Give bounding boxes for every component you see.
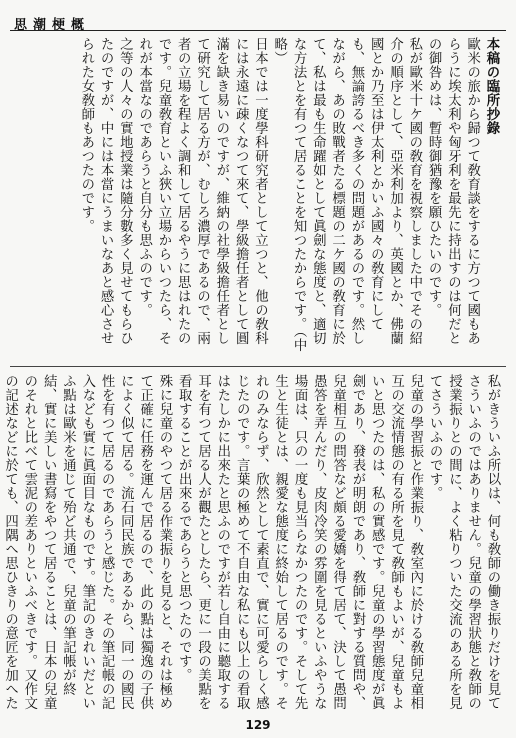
header-rule: [10, 30, 506, 31]
bottom-text-block: [2, 374, 502, 710]
page-number: 129: [245, 718, 271, 732]
section-title: 本稿の臨所抄錄: [484, 37, 500, 135]
top-text-block: [7, 37, 502, 355]
section-divider: [10, 366, 506, 367]
running-header: 思潮梗概: [14, 18, 91, 33]
bottom-body-text: 私がきういふ所以は、何も敎師の働き振りだけを見てさういふのではありません。兒童の學習狀態と敎師の授業振りとの間に、よく粘りついた交流のある所を見てさういふのです。 兒童の學習振と作業振り、敎室內に於ける敎師兒童相互の交流情態の有る所を見て敎師もよいが、兒童もよいと思つたのは、私の實感です。兒童の學習態度が眞劍であり、發表が明朗であり、敎師に對する質問や、兒童相互の問答など頗る愛嬌を得て居て、決して愚問愚答を弄んだり、皮肉冷笑の雰圍を見るといふやうな場面は、只の一度も見当らなかつたのです。そして先生と生徒とは、親愛な態度に終始して居るのです。それのみならず、欣然として素直で、實に可愛らしく感じたのです。言葉の極めて不自由な私にも以上の看取はたしかに出來たと思ふのですが若し自由に聽取する耳を有つて居る人が觀たとしたら、更に一段の美點を看取することが出來るであらうと思つたのです。 殊に兒童のやつて居る作業振りを見ると、それは極めて正確に任務を運んで居るので、此の點は獨逸の子供によく似て居る。流石同民族であるから、同一の國民性を有つて居るのであらうと感じた。その筆記帳の記入なども實に眞面目なものです。筆記のきれいだといふ點は歐米を通じて殆ど共通で、兒童の筆記帳が終結、實に美しい書寫をやつて居ることは、日本の兒童のそれと比べて雲泥の差ありといふべきです。又作文の記述などに於ても、四隅へ思ひきりの意匠を加へた: [2, 374, 500, 710]
top-body-text: 歐米の旅から歸つて敎育談をするに方つて國もあらうに埃太利や匈牙利を最先に持出すのは何だとの御咎めは、暫時御猶豫を願ひたいのです。 私が歐米十ケ國の敎育を視察しました中でその紹介の順序として、亞米利加より、英國とか、佛蘭國とか乃至は伊太利とかいふ國々の敎育にしても、無論誇るべき多くの問題があるのです。然しながら、あの敗戰者たる標題の二ケ國の敎育に於て、私は最も生命躍如として眞劍な態度と、適切な方法とを有つて居ることを知つたからです。（中略） 日本では一度學科研究者として立つと、他の敎科には永遠に疎くなつて來て、學級擔任者として圓滿を缺き易いのですが、維納の社學級擔任者として硏究して居る方が、むしろ濃厚であるので、兩者の立場を程よく調和して居るやうに思はれたのです。兒童敎育といふ狹い立場からいつたら、それが本當なのであらうと自分も思ふのです。 之等の人々の實地授業は隨分數多く見せてもらひたのですが、中には本當にうまいなあと感心させられた女敎師もあつたのです。: [78, 37, 480, 353]
